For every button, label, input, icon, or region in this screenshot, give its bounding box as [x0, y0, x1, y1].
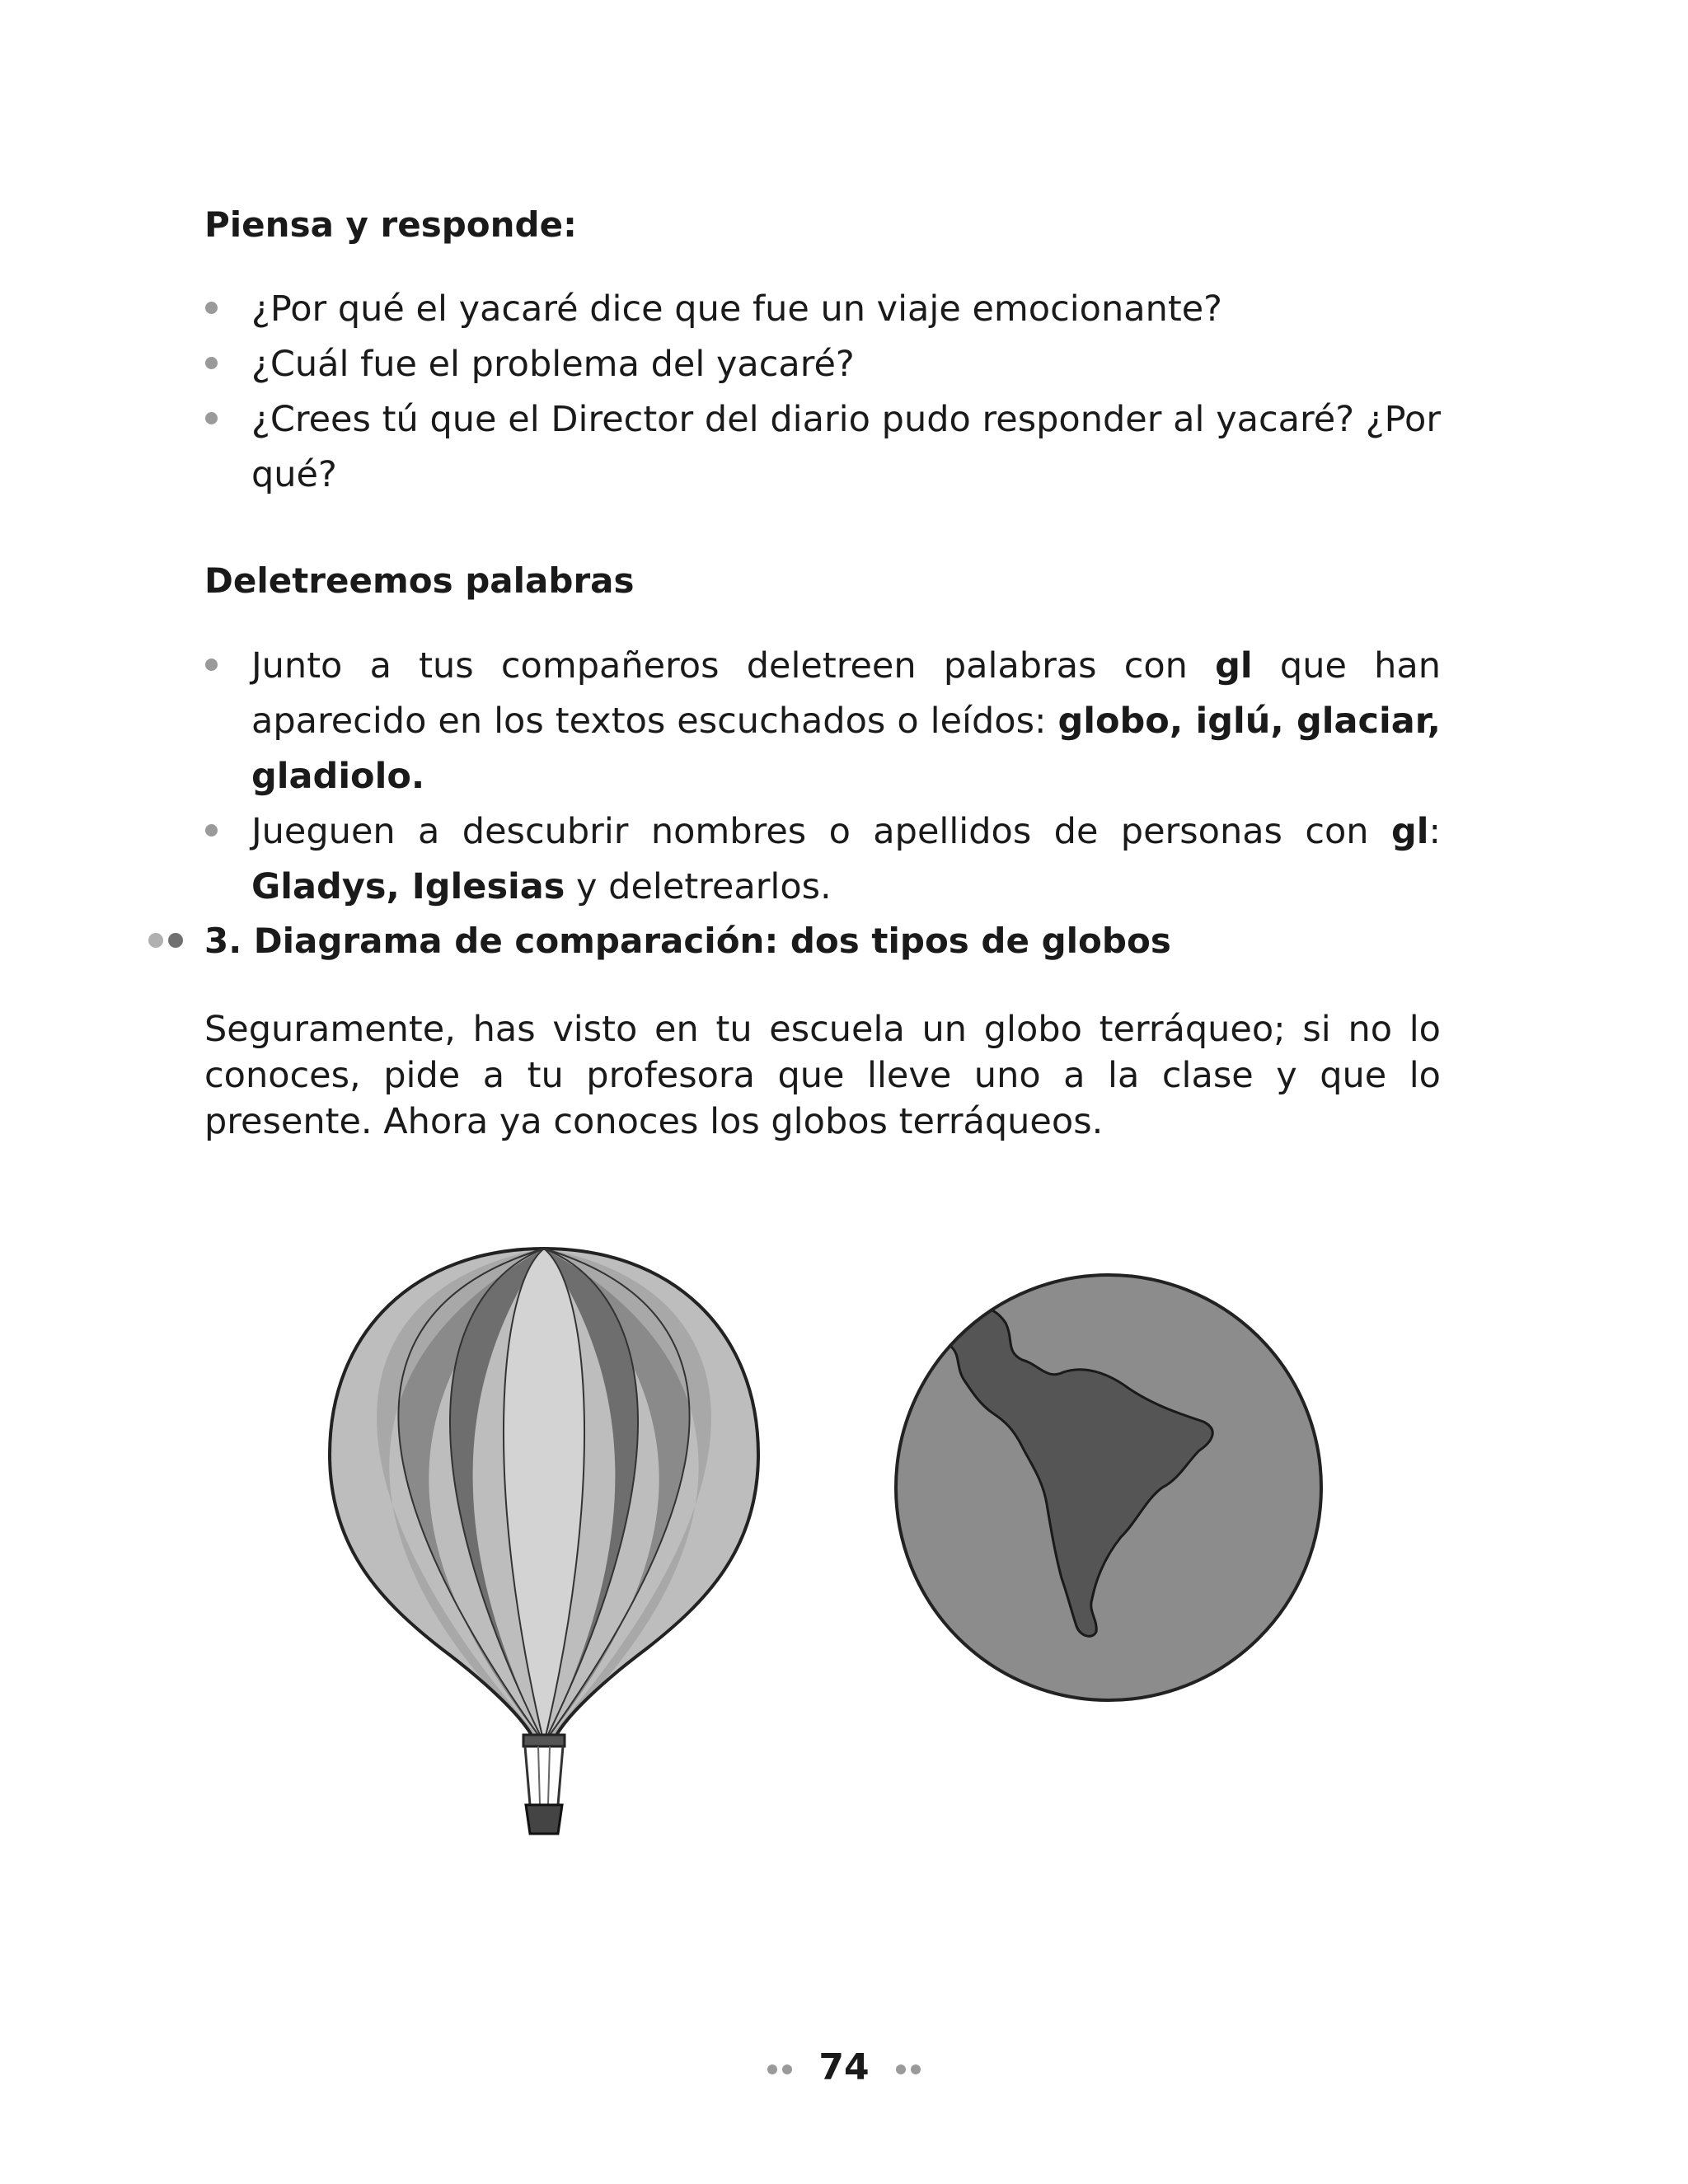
- question-list: [204, 282, 1441, 503]
- section-heading: Deletreemos palabras: [204, 560, 635, 601]
- list-item: ¿Cuál fue el problema del yacaré?: [204, 337, 1441, 392]
- list-item: ¿Por qué el yacaré dice que fue un viaje emocionante?: [204, 282, 1441, 337]
- section-marker-dots: [148, 933, 188, 951]
- dot-icon: [168, 933, 183, 948]
- section-heading: 3. Diagrama de comparación: dos tipos de globos: [204, 921, 1171, 961]
- section-comparison: [204, 918, 1441, 964]
- intro-paragraph: Seguramente, has visto en tu escuela un globo terráqueo; si no lo conoces, pide a tu profesora que lleve uno a la clase y que lo presente. Ahora ya conoces los globos terráqueos.: [204, 1009, 1441, 1142]
- list-item: ¿Crees tú que el Director del diario pudo responder al yacaré? ¿Por qué?: [204, 392, 1441, 503]
- bullet-icon: [205, 412, 218, 424]
- list-item: Jueguen a descubrir nombres o apellidos de personas con gl: Gladys, Iglesias y deletrearlos.: [204, 804, 1441, 915]
- hot-air-balloon-icon: [317, 1236, 771, 1846]
- section-heading: Piensa y responde:: [204, 204, 577, 245]
- spelling-list: [204, 639, 1441, 915]
- page-number: 74: [0, 2046, 1688, 2088]
- bullet-icon: [205, 824, 218, 837]
- list-item: Junto a tus compañeros deletreen palabras con gl que han aparecido en los textos escuchados o leídos: globo, iglú, glaciar, gladiolo.: [204, 639, 1441, 804]
- dot-icon: [911, 2064, 921, 2074]
- section-think-answer: [204, 202, 1441, 248]
- section-spelling: [204, 558, 1441, 604]
- bullet-icon: [205, 302, 218, 314]
- dot-icon: [896, 2064, 906, 2074]
- bullet-icon: [205, 658, 218, 671]
- dot-icon: [767, 2064, 777, 2074]
- dot-icon: [148, 933, 163, 948]
- world-globe-icon: [882, 1273, 1335, 1702]
- bullet-icon: [205, 357, 218, 369]
- dot-icon: [782, 2064, 792, 2074]
